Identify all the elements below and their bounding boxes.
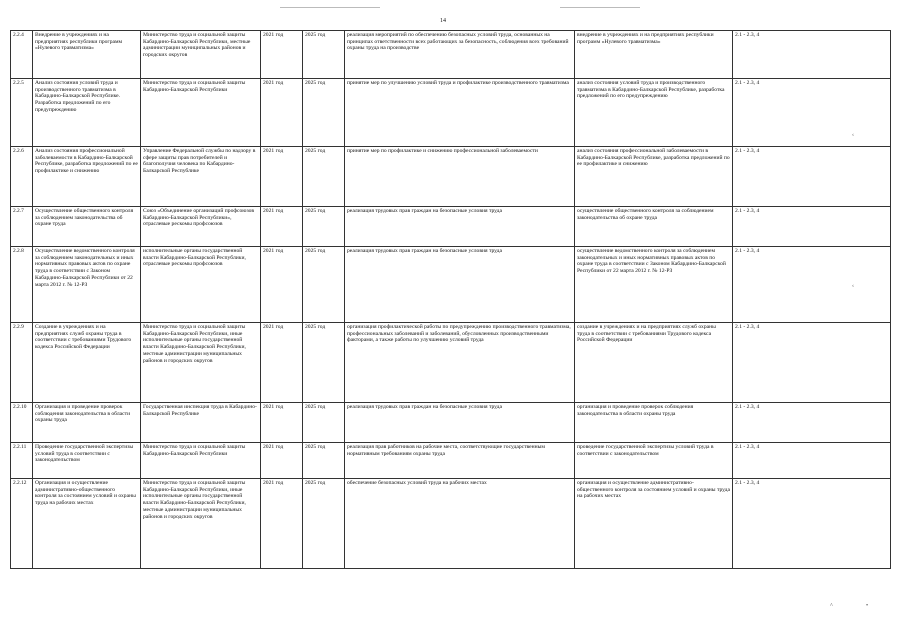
executor-cell: Министерство труда и социальной защиты Кабардино-Балкарской Республики bbox=[141, 443, 261, 479]
direction-cell: организация профилактической работы по предупреждению производственного травматизма, профессиональных заболеваний и заболеваний, обусловленных производственными факторами, а также работы по улучшению условий труда bbox=[345, 323, 575, 403]
measure-cell: Создание в учреждениях и на предприятиях служб охраны труда в соответствии с требованиями Трудового кодекса Российской Федерации bbox=[33, 323, 141, 403]
result-cell: организация и осуществление административно-общественного контроля за состоянием условий и охраны труда на рабочих местах bbox=[575, 479, 733, 569]
indicator-cell: 2.1 - 2.3, 4 bbox=[733, 147, 891, 207]
start-year-cell: 2021 год bbox=[261, 31, 303, 79]
table-row bbox=[11, 247, 891, 323]
row-number: 2.2.9 bbox=[11, 323, 33, 403]
end-year-cell: 2025 год bbox=[303, 443, 345, 479]
indicator-cell: 2.1 - 2.3, 4 bbox=[733, 31, 891, 79]
scan-mark: ‹ bbox=[852, 283, 854, 289]
direction-cell: принятие мер по профилактике и снижению профессиональной заболеваемости bbox=[345, 147, 575, 207]
direction-cell: принятие мер по улучшению условий труда и профилактике производственного травматизма bbox=[345, 79, 575, 147]
executor-cell: исполнительные органы государственной власти Кабардино-Балкарской Республики, отраслевые рескомы профсоюзов bbox=[141, 247, 261, 323]
table-row bbox=[11, 443, 891, 479]
direction-cell: реализация трудовых прав граждан на безопасные условия труда bbox=[345, 247, 575, 323]
measure-cell: Организация и проведение проверок соблюдения законодательства в области охраны труда bbox=[33, 403, 141, 443]
end-year-cell: 2025 год bbox=[303, 403, 345, 443]
program-measures-table bbox=[10, 30, 891, 569]
start-year-cell: 2021 год bbox=[261, 323, 303, 403]
row-number: 2.2.6 bbox=[11, 147, 33, 207]
scan-mark: ^ bbox=[830, 603, 833, 609]
result-cell: создание в учреждениях и на предприятиях служб охраны труда в соответствии с требованиями Трудового кодекса Российской Федерации bbox=[575, 323, 733, 403]
executor-cell: Министерство труда и социальной защиты Кабардино-Балкарской Республики, местные администрации муниципальных районов и городских округов bbox=[141, 31, 261, 79]
result-cell: осуществление общественного контроля за соблюдением законодательства об охране труда bbox=[575, 207, 733, 247]
table-row bbox=[11, 323, 891, 403]
indicator-cell: 2.1 - 2.3, 4 bbox=[733, 247, 891, 323]
table-row bbox=[11, 479, 891, 569]
direction-cell: реализация мероприятий по обеспечению безопасных условий труда, основанных на принципах ответственности всех работающих за безопасность, соблюдения всех требований охраны труда на производстве bbox=[345, 31, 575, 79]
row-number: 2.2.8 bbox=[11, 247, 33, 323]
result-cell: внедрение в учреждениях и на предприятиях республики программ «Нулевого травматизма» bbox=[575, 31, 733, 79]
executor-cell: Управление Федеральной службы по надзору в сфере защиты прав потребителей и благополучия человека по Кабардино-Балкарской Республике bbox=[141, 147, 261, 207]
measure-cell: Осуществление ведомственного контроля за соблюдением законодательных и иных нормативных правовых актов по охране труда в соответствии с Законом Кабардино-Балкарской Республики от 22 марта 2012 г. № 12-РЗ bbox=[33, 247, 141, 323]
measure-cell: Анализ состояния профессиональной заболеваемости в Кабардино-Балкарской Республике, разработка предложений по ее профилактике и снижению bbox=[33, 147, 141, 207]
start-year-cell: 2021 год bbox=[261, 403, 303, 443]
indicator-cell: 2.1 - 2.3, 4 bbox=[733, 207, 891, 247]
result-cell: осуществление ведомственного контроля за соблюдением законодательных и иных нормативных правовых актов по охране труда в соответствии с Законом Кабардино-Балкарской Республики от 22 марта 2012 г. № 12-РЗ bbox=[575, 247, 733, 323]
indicator-cell: 2.1 - 2.3, 4 bbox=[733, 479, 891, 569]
row-number: 2.2.12 bbox=[11, 479, 33, 569]
end-year-cell: 2025 год bbox=[303, 479, 345, 569]
executor-cell: Министерство труда и социальной защиты Кабардино-Балкарской Республики, иные исполнительные органы государственной власти Кабардино-Балкарской Республики, местные администрации муниципальных районов и городских округов bbox=[141, 323, 261, 403]
page-number: 14 bbox=[440, 18, 446, 24]
direction-cell: реализация прав работников на рабочие места, соответствующие государственным нормативным требованиям охраны труда bbox=[345, 443, 575, 479]
table-row bbox=[11, 147, 891, 207]
measure-cell: Анализ состояния условий труда и производственного травматизма в Кабардино-Балкарской Республике. Разработка предложений по его предупреждению bbox=[33, 79, 141, 147]
row-number: 2.2.11 bbox=[11, 443, 33, 479]
table-row bbox=[11, 207, 891, 247]
measure-cell: Проведение государственной экспертизы условий труда в соответствии с законодательством bbox=[33, 443, 141, 479]
indicator-cell: 2.1 - 2.3, 4 bbox=[733, 443, 891, 479]
executor-cell: Государственная инспекция труда в Кабардино-Балкарской Республике bbox=[141, 403, 261, 443]
measure-cell: Организация и осуществление административно-общественного контроля за состоянием условий и охраны труда на рабочих местах bbox=[33, 479, 141, 569]
end-year-cell: 2025 год bbox=[303, 247, 345, 323]
direction-cell: обеспечение безопасных условий труда на рабочих местах bbox=[345, 479, 575, 569]
end-year-cell: 2025 год bbox=[303, 147, 345, 207]
table-row bbox=[11, 31, 891, 79]
row-number: 2.2.4 bbox=[11, 31, 33, 79]
row-number: 2.2.7 bbox=[11, 207, 33, 247]
start-year-cell: 2021 год bbox=[261, 479, 303, 569]
table-row bbox=[11, 403, 891, 443]
direction-cell: реализация трудовых прав граждан на безопасные условия труда bbox=[345, 403, 575, 443]
start-year-cell: 2021 год bbox=[261, 79, 303, 147]
row-number: 2.2.5 bbox=[11, 79, 33, 147]
row-number: 2.2.10 bbox=[11, 403, 33, 443]
result-cell: анализ состояния профессиональной заболеваемости в Кабардино-Балкарской Республике, разработка предложений по ее профилактике и снижению bbox=[575, 147, 733, 207]
end-year-cell: 2025 год bbox=[303, 207, 345, 247]
executor-cell: Министерство труда и социальной защиты Кабардино-Балкарской Республики, иные исполнительные органы государственной власти Кабардино-Балкарской Республики, местные администрации муниципальных районов и городских округов bbox=[141, 479, 261, 569]
direction-cell: реализация трудовых прав граждан на безопасные условия труда bbox=[345, 207, 575, 247]
executor-cell: Союз «Объединение организаций профсоюзов Кабардино-Балкарской Республики», отраслевые рескомы профсоюзов bbox=[141, 207, 261, 247]
end-year-cell: 2025 год bbox=[303, 323, 345, 403]
table-row bbox=[11, 79, 891, 147]
result-cell: организация и проведение проверок соблюдения законодательства в области охраны труда bbox=[575, 403, 733, 443]
start-year-cell: 2021 год bbox=[261, 247, 303, 323]
end-year-cell: 2025 год bbox=[303, 79, 345, 147]
start-year-cell: 2021 год bbox=[261, 207, 303, 247]
start-year-cell: 2021 год bbox=[261, 147, 303, 207]
scan-mark: ‹ bbox=[852, 132, 854, 138]
executor-cell: Министерство труда и социальной защиты Кабардино-Балкарской Республики bbox=[141, 79, 261, 147]
indicator-cell: 2.1 - 2.3, 4 bbox=[733, 323, 891, 403]
top-rule bbox=[280, 7, 380, 8]
top-rule bbox=[560, 7, 640, 8]
indicator-cell: 2.1 - 2.3, 4 bbox=[733, 79, 891, 147]
scan-mark: • bbox=[866, 603, 869, 609]
indicator-cell: 2.1 - 2.3, 4 bbox=[733, 403, 891, 443]
measure-cell: Внедрение в учреждениях и на предприятиях республики программ «Нулевого травматизма» bbox=[33, 31, 141, 79]
result-cell: проведение государственной экспертизы условий труда в соответствии с законодательством bbox=[575, 443, 733, 479]
end-year-cell: 2025 год bbox=[303, 31, 345, 79]
result-cell: анализ состояния условий труда и производственного травматизма в Кабардино-Балкарской Республике, разработка предложений по его предупреждению bbox=[575, 79, 733, 147]
start-year-cell: 2021 год bbox=[261, 443, 303, 479]
measure-cell: Осуществление общественного контроля за соблюдением законодательства об охране труда bbox=[33, 207, 141, 247]
